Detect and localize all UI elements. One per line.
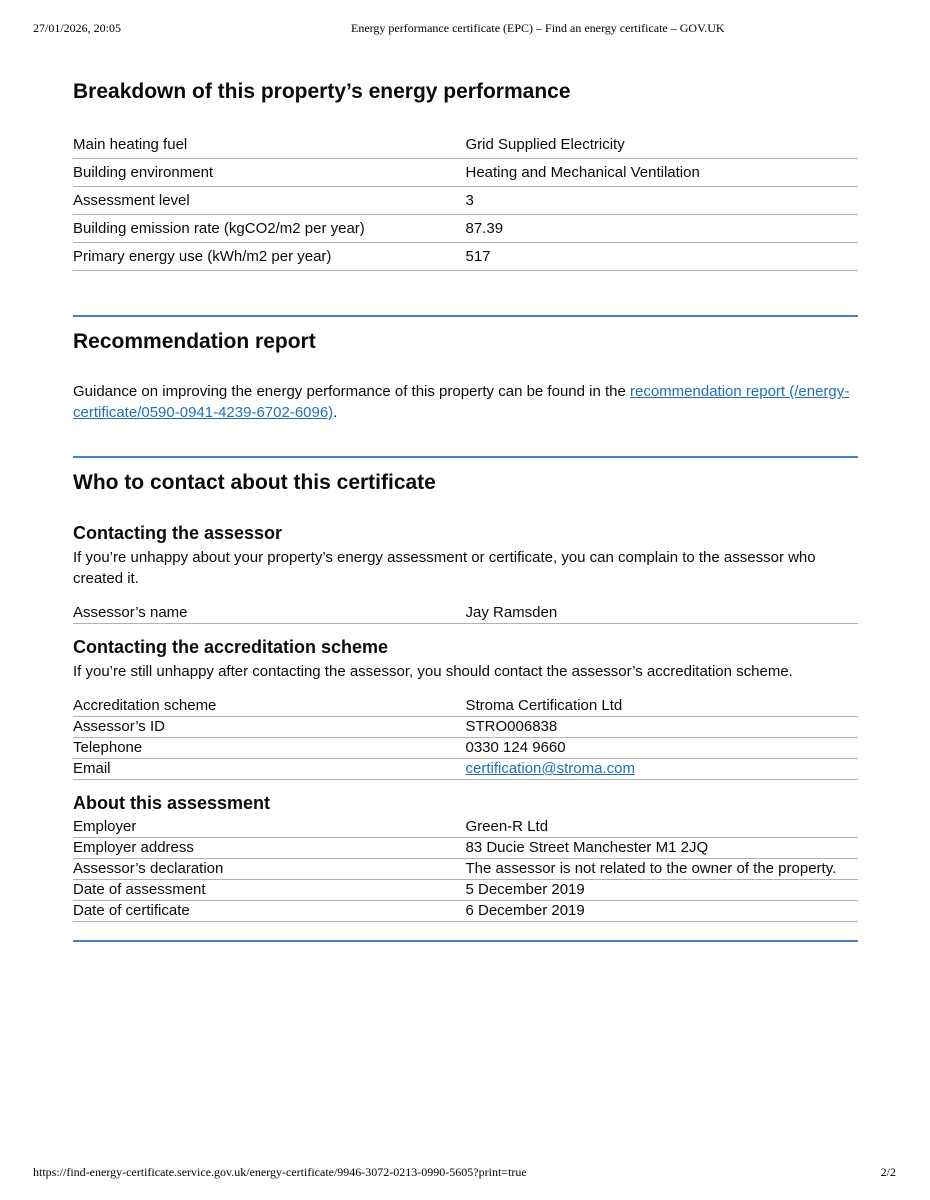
print-page-number: 2/2 xyxy=(880,1165,896,1179)
row-value: 3 xyxy=(465,192,474,209)
table-row xyxy=(73,838,858,859)
contacting-scheme-text: If you’re still unhappy after contacting the assessor, you should contact the assessor’s accreditation scheme. xyxy=(73,663,793,680)
row-key: Assessor’s ID xyxy=(73,718,165,735)
table-row xyxy=(73,187,858,215)
table-row xyxy=(73,759,858,780)
row-value: Grid Supplied Electricity xyxy=(465,136,625,153)
breakdown-table xyxy=(73,131,858,271)
table-row xyxy=(73,696,858,717)
assessor-table xyxy=(73,603,858,624)
about-assessment-table xyxy=(73,817,858,922)
print-url: https://find-energy-certificate.service.gov.uk/energy-certificate/9946-3072-0213-0990-5605?print=true xyxy=(33,1165,527,1179)
table-row xyxy=(73,717,858,738)
recommendation-heading: Recommendation report xyxy=(73,330,316,353)
section-divider xyxy=(73,315,858,317)
contacting-scheme-subheading: Contacting the accreditation scheme xyxy=(73,637,389,657)
row-key: Building environment xyxy=(73,164,214,181)
row-value: STRO006838 xyxy=(465,718,558,735)
breakdown-heading: Breakdown of this property’s energy performance xyxy=(73,80,571,103)
row-key: Date of certificate xyxy=(73,902,190,919)
row-key: Accreditation scheme xyxy=(73,697,217,714)
print-page-title: Energy performance certificate (EPC) – Find an energy certificate – GOV.UK xyxy=(351,21,725,35)
contacting-assessor-subheading: Contacting the assessor xyxy=(73,523,283,543)
row-key: Main heating fuel xyxy=(73,136,188,153)
print-datetime: 27/01/2026, 20:05 xyxy=(33,21,122,35)
row-value xyxy=(466,760,859,778)
row-value: Heating and Mechanical Ventilation xyxy=(465,164,700,181)
row-key: Assessment level xyxy=(73,192,190,209)
table-row xyxy=(73,859,858,880)
row-value: 517 xyxy=(465,248,491,265)
row-key: Date of assessment xyxy=(73,881,206,898)
row-key: Assessor’s name xyxy=(73,604,188,621)
section-divider xyxy=(73,456,858,458)
row-value: Green-R Ltd xyxy=(465,818,549,835)
email-link[interactable]: certification@stroma.com xyxy=(465,760,635,777)
table-row xyxy=(73,901,858,922)
row-value: The assessor is not related to the owner of the property. xyxy=(465,860,837,877)
table-row xyxy=(73,817,858,838)
row-key: Employer xyxy=(73,818,137,835)
row-key: Primary energy use (kWh/m2 per year) xyxy=(73,248,332,265)
row-key: Employer address xyxy=(73,839,194,856)
row-value: 83 Ducie Street Manchester M1 2JQ xyxy=(465,839,709,856)
contact-heading: Who to contact about this certificate xyxy=(73,471,436,494)
table-row xyxy=(73,880,858,901)
row-value: 5 December 2019 xyxy=(465,881,585,898)
table-row xyxy=(73,159,858,187)
row-key: Building emission rate (kgCO2/m2 per year) xyxy=(73,220,365,237)
table-row xyxy=(73,603,858,624)
row-key: Email xyxy=(73,760,111,777)
about-assessment-subheading: About this assessment xyxy=(73,793,271,813)
recommendation-text-before: Guidance on improving the energy performance of this property can be found in the xyxy=(73,383,630,400)
row-value: 0330 124 9660 xyxy=(465,739,566,756)
table-row xyxy=(73,215,858,243)
contacting-assessor-text: If you’re unhappy about your property’s energy assessment or certificate, you can complain to the assessor who created it. xyxy=(73,549,816,587)
certificate-document xyxy=(73,79,858,954)
row-value: 87.39 xyxy=(465,220,504,237)
row-key: Assessor’s declaration xyxy=(73,860,224,877)
table-row xyxy=(73,243,858,271)
recommendation-report-link[interactable]: recommendation report (/energy-certificate/0590-0941-4239-6702-6096) xyxy=(73,383,850,421)
row-value: Stroma Certification Ltd xyxy=(465,697,623,714)
accreditation-table xyxy=(73,696,858,780)
row-value: Jay Ramsden xyxy=(465,604,558,621)
recommendation-paragraph xyxy=(73,381,858,423)
row-value: 6 December 2019 xyxy=(465,902,585,919)
row-key: Telephone xyxy=(73,739,143,756)
table-row xyxy=(73,131,858,159)
section-divider xyxy=(73,940,858,942)
recommendation-text-after: . xyxy=(333,404,338,421)
table-row xyxy=(73,738,858,759)
